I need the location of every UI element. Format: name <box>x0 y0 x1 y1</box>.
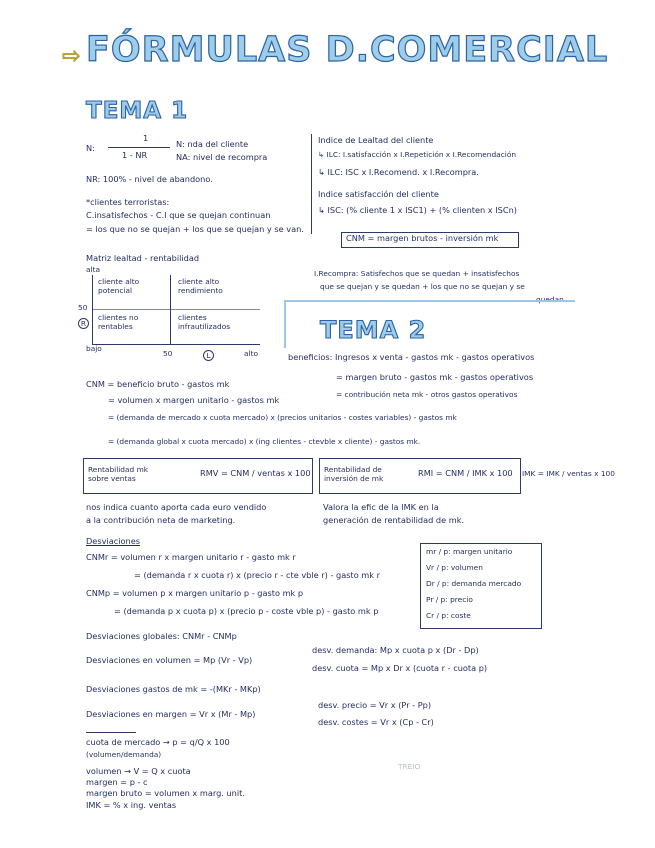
desv-precio: desv. precio = Vr x (Pr - Pp) <box>318 700 432 710</box>
legend-item: Cr / p: coste <box>426 611 471 620</box>
matriz-title: Matriz lealtad - rentabilidad <box>86 253 200 263</box>
ilc-formula-1: ↳ ILC: I.satisfacción x I.Repetición x I.Recomendación <box>318 150 517 159</box>
tema2-heading: TEMA 2 <box>320 316 427 344</box>
n-definition: N: nda del cliente <box>176 139 249 149</box>
matriz-q-bottom-right: clientes infrautilizados <box>178 313 231 331</box>
matriz-x-mid: 50 <box>163 349 173 358</box>
cnm-2: = volumen x margen unitario - gastos mk <box>108 395 280 405</box>
isc-formula: ↳ ISC: (% cliente 1 x ISC1) + (% clienten x ISCn) <box>318 205 517 215</box>
matriz-y-axis <box>92 275 93 345</box>
tema1-heading: TEMA 1 <box>86 98 189 124</box>
beneficios-1: beneficios: Ingresos x venta - gastos mk - gastos operativos <box>288 352 535 362</box>
desv-costes: desv. costes = Vr x (Cp - Cr) <box>318 717 434 727</box>
beneficios-3: = contribución neta mk - otros gastos operativos <box>336 390 518 399</box>
cnm-3: = (demanda de mercado x cuota mercado) x (precios unitarios - costes variables) - gastos mk <box>108 413 457 422</box>
cnmr-2: = (demanda r x cuota r) x (precio r - cte vble r) - gasto mk r <box>134 570 380 580</box>
margen-bruto-line: margen bruto = volumen x marg. unit. <box>86 788 245 798</box>
n-denominator: 1 - NR <box>122 150 148 160</box>
matriz-y-top: alta <box>86 265 101 274</box>
rent-inversion-note1: Valora la efic de la IMK en la <box>323 502 439 512</box>
terroristas-line2: = los que no se quejan + los que se quejan y se van. <box>86 224 304 234</box>
desv-gastos: Desviaciones gastos de mk = -(MKr - MKp) <box>86 684 261 694</box>
cnm-4: = (demanda global x cuota mercado) x (ing clientes - ctevble x cliente) - gastos mk. <box>108 437 421 446</box>
rent-extra: IMK = IMK / ventas x 100 <box>522 469 615 478</box>
matriz-x-axis <box>92 344 260 345</box>
volumen-line: volumen → V = Q x cuota <box>86 766 191 776</box>
watermark: TREIO <box>398 762 421 771</box>
cuota-line1: cuota de mercado → p = q/Q x 100 <box>86 737 230 747</box>
legend-item: mr / p: margen unitario <box>426 547 513 556</box>
cnm-1: CNM = beneficio bruto - gastos mk <box>86 379 230 389</box>
matriz-y-bottom: bajo <box>86 344 102 353</box>
rent-ventas-note2: a la contribución neta de marketing. <box>86 515 236 525</box>
recompra-line1: I.Recompra: Satisfechos que se quedan + insatisfechos <box>314 269 520 278</box>
section-divider-left <box>284 300 286 348</box>
arrow-right-icon: ⇨ <box>62 44 81 69</box>
n-numerator: 1 <box>143 133 149 143</box>
terroristas-title: *clientes terroristas: <box>86 197 170 207</box>
column-divider <box>311 134 312 234</box>
matriz-mid-horizontal <box>92 309 260 310</box>
matriz-q-top-left: cliente alto potencial <box>98 277 140 295</box>
desv-volumen: Desviaciones en volumen = Mp (Vr - Vp) <box>86 655 253 665</box>
desv-globales: Desviaciones globales: CNMr - CNMp <box>86 631 237 641</box>
beneficios-2: = margen bruto - gastos mk - gastos operativos <box>336 372 534 382</box>
rent-ventas-label: Rentabilidad mk sobre ventas <box>88 465 149 483</box>
rent-inversion-label: Rentabilidad de inversión de mk <box>324 465 384 483</box>
nr-definition: NR: 100% - nivel de abandono. <box>86 174 213 184</box>
fraction-bar <box>108 147 170 148</box>
matriz-q-top-right: cliente alto rendimiento <box>178 277 223 295</box>
cnm-box-text: CNM = margen brutos - inversión mk <box>346 233 499 243</box>
cuota-line2: (volumen/demanda) <box>86 750 162 759</box>
rent-ventas-note1: nos indica cuanto aporta cada euro vendido <box>86 502 267 512</box>
cnmp-1: CNMp = volumen p x margen unitario p - gasto mk p <box>86 588 304 598</box>
separator-line <box>86 732 136 733</box>
satisfaccion-title: Indice satisfacción del cliente <box>318 189 439 199</box>
desv-margen: Desviaciones en margen = Vr x (Mr - Mp) <box>86 709 256 719</box>
section-divider-top <box>285 300 575 302</box>
terroristas-line1: C.insatisfechos - C.I que se quejan continuan <box>86 210 271 220</box>
matriz-y-mid: 50 <box>78 303 88 312</box>
desv-cuota: desv. cuota = Mp x Dr x (cuota r - cuota p) <box>312 663 488 673</box>
cnmr-1: CNMr = volumen r x margen unitario r - gasto mk r <box>86 552 296 562</box>
cnmp-2: = (demanda p x cuota p) x (precio p - coste vble p) - gasto mk p <box>114 606 379 616</box>
indice-lealtad-title: Indice de Lealtad del cliente <box>318 135 434 145</box>
recompra-line2: que se quejan y se quedan + los que no se quejan y se <box>320 282 525 291</box>
na-definition: NA: nivel de recompra <box>176 152 268 162</box>
rent-inversion-note2: generación de rentabilidad de mk. <box>323 515 465 525</box>
ilc-formula-2: ↳ ILC: ISC x I.Recomend. x I.Recompra. <box>318 167 479 177</box>
matriz-mark-left: R <box>78 318 89 329</box>
legend-item: Vr / p: volumen <box>426 563 483 572</box>
desviaciones-title: Desviaciones <box>86 536 141 546</box>
matriz-x-right: alto <box>244 349 259 358</box>
matriz-q-bottom-left: clientes no rentables <box>98 313 139 331</box>
rent-ventas-formula: RMV = CNM / ventas x 100 <box>200 468 311 478</box>
desv-demanda: desv. demanda: Mp x cuota p x (Dr - Dp) <box>312 645 479 655</box>
n-lhs: N: <box>86 143 95 153</box>
legend-item: Pr / p: precio <box>426 595 473 604</box>
page-title: FÓRMULAS D.COMERCIAL <box>86 30 609 70</box>
matriz-mark-bottom: L <box>203 350 214 361</box>
rent-inversion-formula: RMI = CNM / IMK x 100 <box>418 468 513 478</box>
imk-line: IMK = % x ing. ventas <box>86 800 177 810</box>
legend-item: Dr / p: demanda mercado <box>426 579 522 588</box>
margen-line: margen = p - c <box>86 777 148 787</box>
